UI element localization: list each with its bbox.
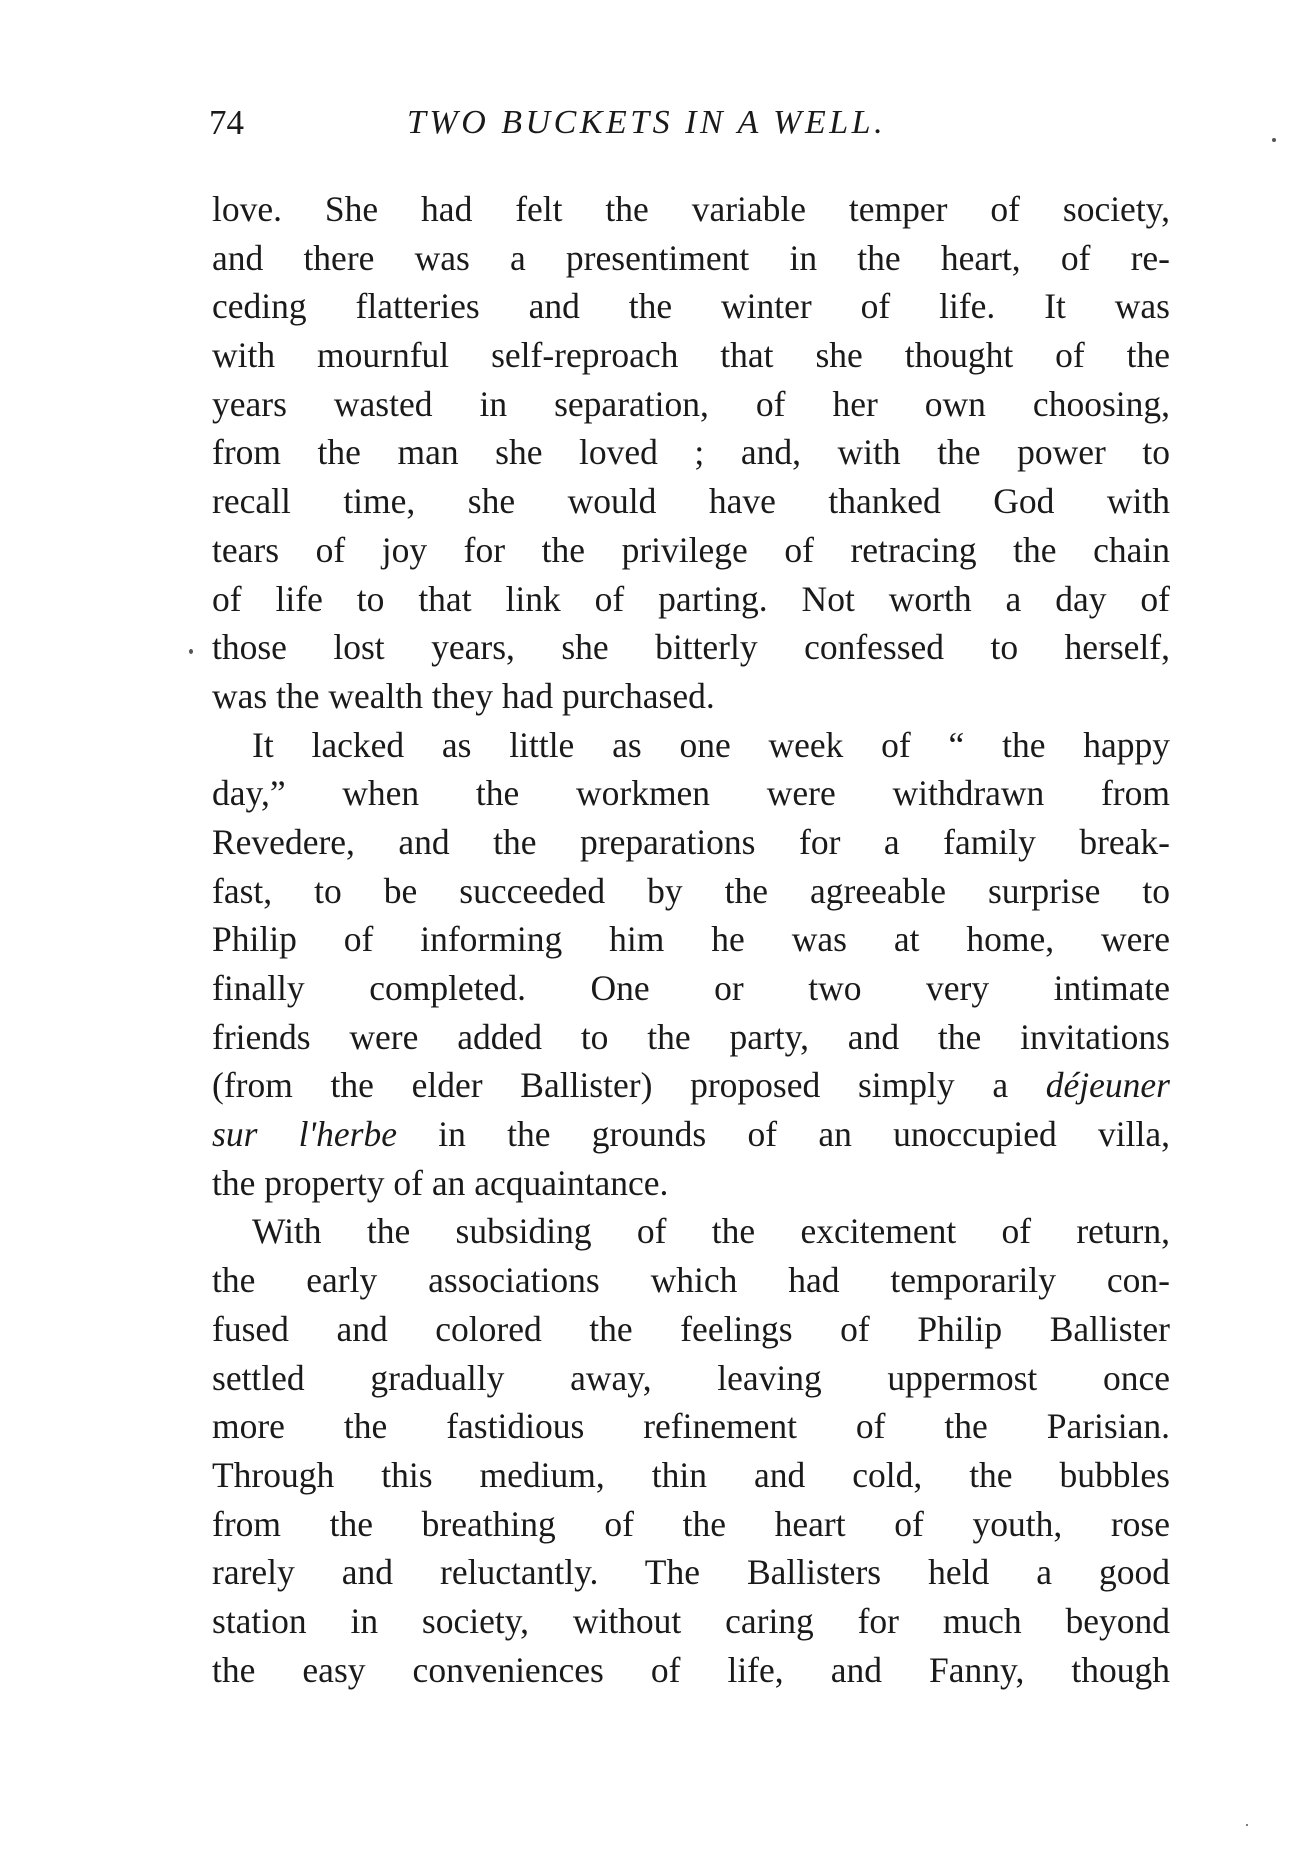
- text-line: the early associations which had temporarily con-: [212, 1260, 1170, 1301]
- text-line: settled gradually away, leaving uppermost once: [212, 1357, 1170, 1398]
- text-line: Philip of informing him he was at home, were: [212, 919, 1170, 960]
- text-line: with mournful self-reproach that she thought of the: [212, 335, 1170, 376]
- text-line: love. She had felt the variable temper of society,: [212, 189, 1170, 229]
- print-speck: [1246, 1824, 1248, 1826]
- text-line: and there was a presentiment in the heart, of re-: [212, 237, 1170, 278]
- text-segment: (from the elder Ballister) proposed simply a: [212, 1065, 1009, 1106]
- text-line: tears of joy for the privilege of retracing the chain: [212, 529, 1170, 570]
- text-line: With the subsiding of the excitement of return,: [252, 1211, 1170, 1252]
- paragraph-1: [212, 185, 1170, 721]
- text-line: Through this medium, thin and cold, the bubbles: [212, 1454, 1170, 1495]
- text-line: friends were added to the party, and the invitations: [212, 1016, 1170, 1057]
- italic-phrase: déjeuner: [1045, 1065, 1170, 1106]
- print-speck: [1272, 138, 1276, 142]
- paragraph-3: [212, 1207, 1170, 1694]
- text-line: from the breathing of the heart of youth, rose: [212, 1503, 1170, 1544]
- print-speck: [189, 649, 193, 654]
- body-text: [212, 185, 1170, 1694]
- text-line: the property of an acquaintance.: [212, 1162, 669, 1203]
- text-line: from the man she loved ; and, with the power to: [212, 432, 1170, 473]
- text-line: [212, 1061, 1170, 1110]
- text-line: rarely and reluctantly. The Ballisters held a good: [212, 1552, 1170, 1593]
- text-segment: in the grounds of an unoccupied villa,: [438, 1114, 1171, 1155]
- text-line: more the fastidious refinement of the Parisian.: [212, 1406, 1170, 1447]
- text-line: those lost years, she bitterly confessed to herself,: [212, 627, 1170, 668]
- text-line: [212, 1110, 1170, 1159]
- text-line: years wasted in separation, of her own choosing,: [212, 383, 1170, 424]
- text-line: the easy conveniences of life, and Fanny, though: [212, 1649, 1170, 1690]
- page-number: 74: [209, 103, 244, 142]
- italic-phrase: sur l'herbe: [212, 1114, 397, 1155]
- paragraph-2: [212, 721, 1170, 1208]
- running-title: TWO BUCKETS IN A WELL.: [407, 104, 887, 141]
- text-line: ceding flatteries and the winter of life. It was: [212, 286, 1170, 327]
- page-header: [209, 98, 1169, 148]
- text-line: finally completed. One or two very intimate: [212, 968, 1170, 1008]
- text-line: Revedere, and the preparations for a family break-: [212, 821, 1170, 862]
- text-line: station in society, without caring for much beyond: [212, 1600, 1170, 1641]
- text-line: recall time, she would have thanked God with: [212, 481, 1170, 522]
- text-line: day,” when the workmen were withdrawn from: [212, 773, 1170, 814]
- text-line: of life to that link of parting. Not worth a day of: [212, 578, 1170, 619]
- text-line: was the wealth they had purchased.: [212, 675, 715, 716]
- text-line: fused and colored the feelings of Philip Ballister: [212, 1308, 1170, 1349]
- text-line: It lacked as little as one week of “ the happy: [252, 724, 1170, 765]
- text-line: fast, to be succeeded by the agreeable surprise to: [212, 870, 1170, 911]
